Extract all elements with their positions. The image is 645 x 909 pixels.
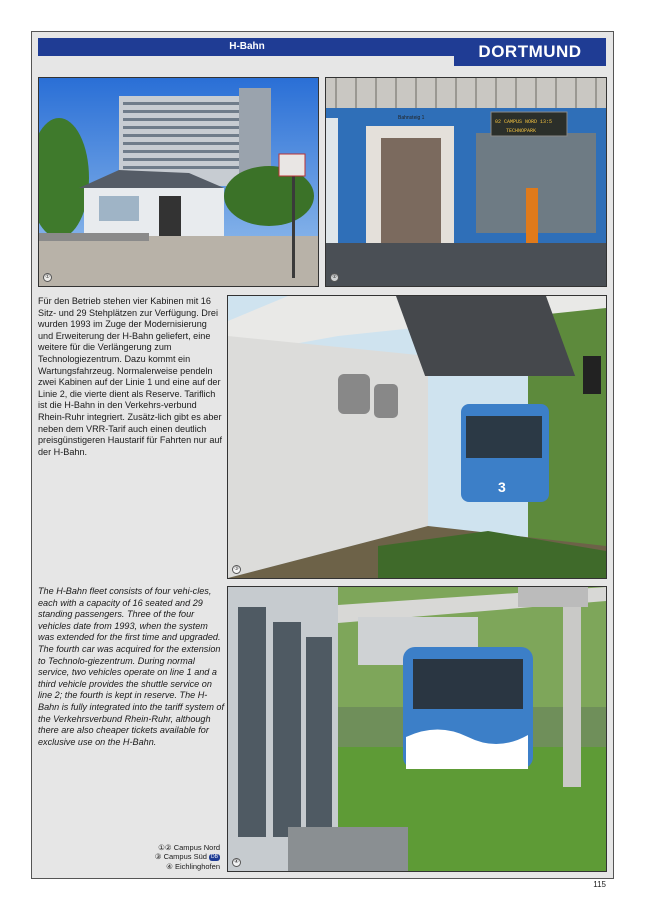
cabin-number-4: 4 <box>460 747 471 767</box>
photo-captions <box>120 843 220 871</box>
photo-number-3: ③ <box>232 565 241 574</box>
photo-1 <box>38 77 319 287</box>
german-description <box>38 296 224 458</box>
section-title: H-Bahn <box>229 41 265 52</box>
german-paragraph: Für den Betrieb stehen vier Kabinen mit 16 Sitz- und 29 Stehplätzen zur Verfügung. Drei wurden 1993 im Zuge der Modernisierung und Erweiterung der H-Bahn geliefert, eine weitere für die Verlängerung zum Technologiezentrum. Dazu kommt ein Wartungsfahrzeug. Normalerweise pendeln zwei Kabinen auf der Linie 1 und eine auf der Linie 2, die vierte dient als Reserve. Tariflich ist die H-Bahn in den Verkehrs-verbund Rhein-Ruhr integriert. Zusätz-lich gibt es aber neben dem VRR-Tarif auch einen deutlich preisgünstigeren Haustarif für Fahrten nur auf der H-Bahn. <box>38 296 222 457</box>
station-platform-sign: Bahnsteig 1 <box>398 115 425 121</box>
cabin-number-3: 3 <box>498 479 506 495</box>
page-number: 115 <box>593 880 606 889</box>
photo-4 <box>227 586 607 872</box>
photo-3 <box>227 295 607 579</box>
destination-display-line1: 02 CAMPUS NORD 13:5 <box>495 119 553 125</box>
photo-number-1: ① <box>43 273 52 282</box>
photo-2 <box>325 77 607 287</box>
photo-number-4: ④ <box>232 858 241 867</box>
photo-number-2: ② <box>330 273 339 282</box>
caption-3: ④ Eichlinghofen <box>166 861 220 871</box>
caption-2: ③ Campus Süd DB <box>154 852 218 862</box>
destination-display-line2: TECHNOPARK <box>506 128 537 134</box>
db-badge-icon: DB <box>211 853 218 860</box>
english-paragraph: The H-Bahn fleet consists of four vehi-cles, each with a capacity of 16 seated and 29 standing passengers. Three of the four vehicles date from 1993, when the system was extended for the first time and upgraded. The fourth car was acquired for the extension to Technolo-giezentrum. During normal service, two vehicles operate on line 1 and a third vehicle provides the shuttle service on line 2; the fourth is kept in reserve. The H-Bahn is fully integrated into the tariff system of the Verkehrsverbund Rhein-Ruhr, although there are also cheaper tickets available for exclusive use on the H-Bahn. <box>38 586 225 747</box>
caption-1: ①② Campus Nord <box>158 843 220 852</box>
english-description <box>38 586 224 748</box>
city-title: DORTMUND <box>454 38 606 66</box>
